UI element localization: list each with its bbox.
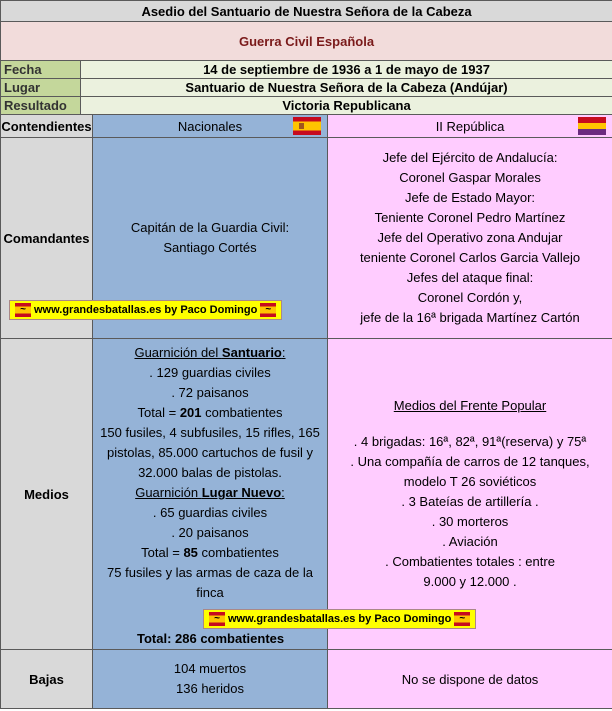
watermark-banner <box>203 609 466 629</box>
total-final: Total: 286 combatientes <box>137 631 285 646</box>
armas-santuario: 150 fusiles, 4 subfusiles, 15 rifles, 165 pistolas, 85.000 cartuchos de fusil y 32.000 balas de pistolas. <box>100 425 320 480</box>
bajas-row <box>1 650 612 709</box>
comandante-line: Coronel Cordón y, <box>417 290 523 305</box>
comandante-line: Santiago Cortés <box>163 240 257 255</box>
medios-line: . 72 paisanos <box>171 385 249 400</box>
nacionales-header <box>93 115 328 138</box>
meta-label: Fecha <box>1 61 81 79</box>
contendientes-label: Contendientes <box>1 115 93 138</box>
santuario-heading: Guarnición del Santuario: <box>134 345 286 360</box>
frente-popular-heading: Medios del Frente Popular <box>393 398 547 413</box>
watermark-banner <box>9 300 282 320</box>
comandantes-label: Comandantes <box>1 138 93 339</box>
medios-line: . 30 morteros <box>431 514 509 529</box>
republica-label: II República <box>435 118 505 134</box>
war-name: Guerra Civil Española <box>1 22 612 61</box>
meta-row <box>1 79 612 97</box>
bajas-line: 104 muertos <box>173 661 247 676</box>
medios-line: . 4 brigadas: 16ª, 82ª, 91ª(reserva) y 75ª <box>353 434 587 449</box>
spain-flag-icon: ~ <box>260 303 276 317</box>
nacionales-label: Nacionales <box>177 118 243 134</box>
total-santuario: Total = 201 combatientes <box>137 405 283 420</box>
bajas-nacionales <box>93 650 328 709</box>
comandante-line: Jefe de Estado Mayor: <box>404 190 536 205</box>
comandantes-republica <box>328 138 612 339</box>
meta-label: Lugar <box>1 79 81 97</box>
medios-row <box>1 339 612 650</box>
meta-value: Victoria Republicana <box>81 97 612 115</box>
spain-flag-icon: ~ <box>209 612 225 626</box>
meta-label: Resultado <box>1 97 81 115</box>
lugar-nuevo-heading: Guarnición Lugar Nuevo: <box>135 485 285 500</box>
contendientes-row <box>1 115 612 138</box>
spain-flag-icon: ~ <box>454 612 470 626</box>
medios-line: . Una compañía de carros de 12 tanques, modelo T 26 soviéticos <box>350 454 590 489</box>
armas-lugar-nuevo: 75 fusiles y las armas de caza de la finca <box>107 565 313 600</box>
medios-line: . Combatientes totales : entre 9.000 y 12.000 . <box>385 554 555 589</box>
comandante-line: Capitán de la Guardia Civil: <box>130 220 290 235</box>
comandantes-row <box>1 138 612 339</box>
meta-row <box>1 97 612 115</box>
meta-value: Santuario de Nuestra Señora de la Cabeza (Andújar) <box>81 79 612 97</box>
total-lugar-nuevo: Total = 85 combatientes <box>141 545 279 560</box>
republica-header <box>328 115 612 138</box>
medios-line: . 20 paisanos <box>171 525 249 540</box>
spain-flag-icon <box>293 117 321 135</box>
medios-line: . 3 Bateías de artillería . <box>401 494 539 509</box>
meta-value: 14 de septiembre de 1936 a 1 de mayo de 1937 <box>81 61 612 79</box>
banner-text: www.grandesbatallas.es by Paco Domingo <box>34 304 258 316</box>
comandante-line: Jefe del Operativo zona Andujar <box>377 230 563 245</box>
meta-row <box>1 61 612 79</box>
medios-line: . 129 guardias civiles <box>149 365 271 380</box>
table-title: Asedio del Santuario de Nuestra Señora de la Cabeza <box>1 1 612 22</box>
bajas-republica: No se dispone de datos <box>328 650 612 709</box>
comandante-line: Coronel Gaspar Morales <box>399 170 541 185</box>
comandante-line: Teniente Coronel Pedro Martínez <box>374 210 566 225</box>
medios-line: . 65 guardias civiles <box>152 505 268 520</box>
comandante-line: Jefes del ataque final: <box>406 270 534 285</box>
comandante-line: jefe de la 16ª brigada Martínez Cartón <box>360 310 580 325</box>
medios-republica <box>328 339 612 650</box>
medios-label: Medios <box>1 339 93 650</box>
republic-flag-icon <box>578 117 606 135</box>
medios-line: . Aviación <box>442 534 498 549</box>
comandante-line: teniente Coronel Carlos Garcia Vallejo <box>359 250 581 265</box>
spain-flag-icon: ~ <box>15 303 31 317</box>
bajas-line: 136 heridos <box>176 681 244 696</box>
bajas-label: Bajas <box>1 650 93 709</box>
medios-nacionales <box>93 339 466 650</box>
comandante-line: Jefe del Ejército de Andalucía: <box>382 150 558 165</box>
banner-text: www.grandesbatallas.es by Paco Domingo <box>228 613 452 625</box>
